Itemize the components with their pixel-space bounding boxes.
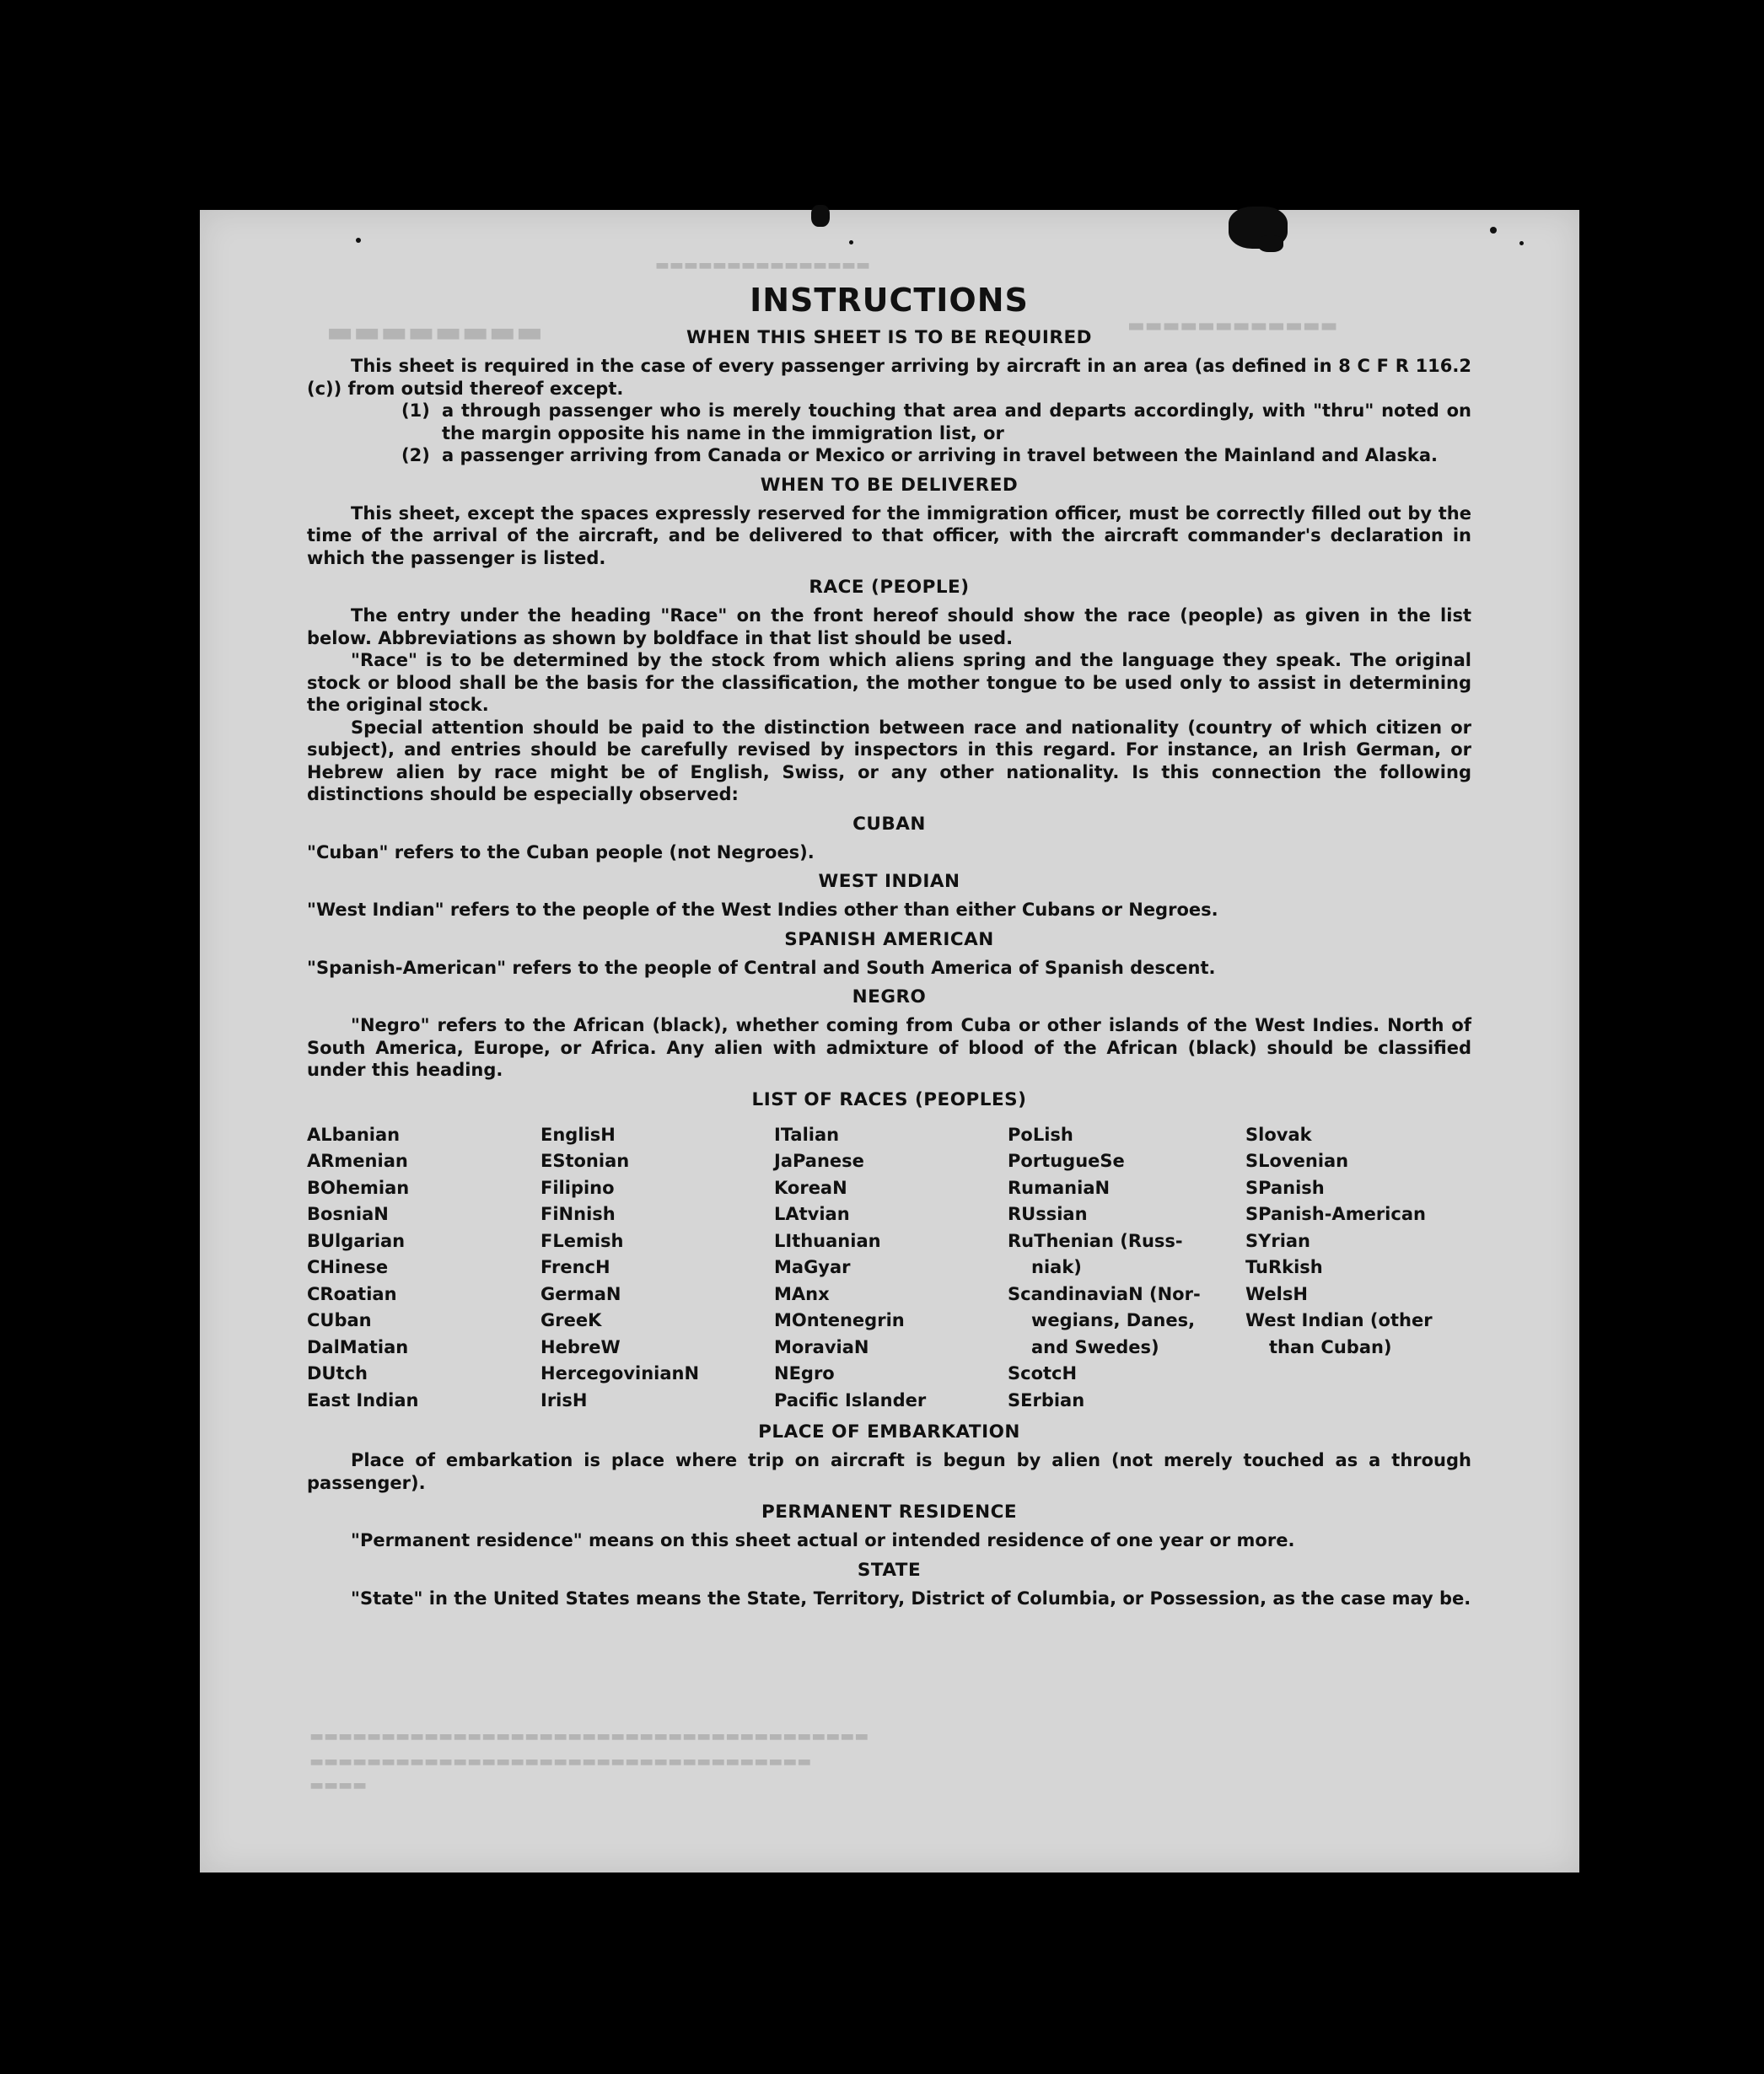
race-entry: LIthuanian [774, 1230, 881, 1251]
race-entry: MAnx [774, 1283, 830, 1304]
race-entry: EStonian [540, 1151, 630, 1171]
race-entry: wegians, Danes, [1031, 1310, 1196, 1330]
races-column [774, 1122, 1008, 1415]
heading-spanish-american: SPANISH AMERICAN [784, 928, 994, 950]
bleed-through-mark: ▬▬▬▬▬▬▬▬▬▬▬▬ [1127, 315, 1338, 336]
race-entry: MOntenegrin [774, 1310, 905, 1330]
exception-item [307, 400, 1471, 444]
race-entry: MaGyar [774, 1257, 851, 1277]
race-entry: RumaniaN [1008, 1177, 1111, 1198]
race-entry: FiNnish [540, 1204, 616, 1224]
race-entry: MoraviaN [774, 1336, 869, 1357]
race-entry: KoreaN [774, 1177, 847, 1198]
heading-negro: NEGRO [852, 986, 927, 1007]
instructions-body [307, 281, 1471, 1609]
race-entry: WelsH [1245, 1283, 1308, 1304]
races-list [307, 1122, 1471, 1415]
race-entry: HercegovinianN [540, 1363, 700, 1384]
races-column [1008, 1122, 1245, 1415]
race-entry: CHinese [307, 1257, 389, 1277]
race-paragraph: "Race" is to be determined by the stock from which aliens spring and the language they speak. The original stock or blood shall be the basis for the classification, the mother tongue to be used only to assist in determining the original stock. [307, 650, 1471, 715]
race-entry: PortugueSe [1008, 1151, 1125, 1171]
spanish-american-text: "Spanish-American" refers to the people of Central and South America of Spanish descent. [307, 957, 1216, 978]
race-entry: RUssian [1008, 1204, 1088, 1224]
race-entry: FLemish [540, 1230, 624, 1251]
exception-text: a through passenger who is merely touching that area and departs accordingly, with "thru" noted on the margin opposite his name in the immigration list, or [442, 400, 1471, 443]
heading-list-of-races: LIST OF RACES (PEOPLES) [751, 1088, 1027, 1110]
race-entry: Pacific Islander [774, 1389, 927, 1410]
exception-text: a passenger arriving from Canada or Mexico or arriving in travel between the Mainland and Alaska. [442, 445, 1438, 465]
race-entry: SYrian [1245, 1230, 1311, 1251]
exception-number: (1) [401, 400, 430, 421]
race-entry: RuThenian (Russ- [1008, 1230, 1183, 1251]
heading-cuban: CUBAN [852, 813, 926, 835]
heading-when-required: WHEN THIS SHEET IS TO BE REQUIRED [686, 327, 1093, 348]
heading-when-delivered: WHEN TO BE DELIVERED [760, 474, 1019, 496]
race-entry: ITalian [774, 1124, 840, 1145]
race-entry: NEgro [774, 1363, 835, 1384]
races-column [307, 1122, 540, 1415]
speck-mark [849, 240, 853, 244]
bleed-through-mark: ▬▬▬▬▬▬▬▬▬▬▬▬▬▬▬▬▬▬▬▬▬▬▬▬▬▬▬▬▬▬▬▬▬▬▬▬▬▬▬ [309, 1727, 869, 1745]
race-entry: ScotcH [1008, 1363, 1078, 1384]
when-required-intro: This sheet is required in the case of every passenger arriving by aircraft in an area (as defined in 8 C F R 116.2 (c)) from outsid thereof except. [307, 356, 1471, 399]
bleed-through-mark: ▬▬▬▬▬▬▬▬ [326, 315, 543, 349]
race-entry: CUban [307, 1310, 372, 1330]
tear-mark [811, 205, 830, 227]
race-entry: than Cuban) [1269, 1336, 1392, 1357]
race-entry: East Indian [307, 1389, 419, 1410]
race-entry: CRoatian [307, 1283, 397, 1304]
races-column [540, 1122, 774, 1415]
west-indian-text: "West Indian" refers to the people of the West Indies other than either Cubans or Negroes. [307, 900, 1218, 920]
race-entry: BosniaN [307, 1204, 389, 1224]
heading-race: RACE (PEOPLE) [809, 577, 970, 598]
document-title: INSTRUCTIONS [750, 282, 1029, 319]
race-paragraph: The entry under the heading "Race" on the front hereof should show the race (people) as given in the list below. Abbreviations as shown by boldface in that list should be used. [307, 605, 1471, 648]
exception-item [307, 444, 1471, 467]
race-entry: PoLish [1008, 1124, 1073, 1145]
race-entry: HebreW [540, 1336, 621, 1357]
race-entry: Filipino [540, 1177, 615, 1198]
speck-mark [1519, 241, 1524, 245]
race-entry: BOhemian [307, 1177, 410, 1198]
race-entry: niak) [1031, 1257, 1082, 1277]
speck-mark [356, 238, 361, 243]
race-entry: DalMatian [307, 1336, 409, 1357]
race-entry: JaPanese [774, 1151, 864, 1171]
race-entry: BUlgarian [307, 1230, 406, 1251]
bleed-through-mark: ▬▬▬▬ [309, 1776, 368, 1794]
heading-west-indian: WEST INDIAN [818, 871, 960, 892]
when-delivered-text: This sheet, except the spaces expressly reserved for the immigration officer, must be correctly filled out by the time of the arrival of the aircraft, and be delivered to that officer, with the aircraft commander's declaration in which the passenger is listed. [307, 502, 1471, 568]
race-paragraph: Special attention should be paid to the distinction between race and nationality (country of which citizen or subject), and entries should be carefully revised by inspectors in this regard. For instance, an Irish German, or Hebrew alien by race might be of English, Swiss, or any other nationality. Is this connection the following distinctions should be especially observed: [307, 717, 1471, 804]
race-entry: IrisH [540, 1389, 588, 1410]
race-entry: SErbian [1008, 1389, 1085, 1410]
document-page [200, 210, 1579, 1873]
heading-state: STATE [857, 1559, 922, 1581]
race-entry: ALbanian [307, 1124, 401, 1145]
race-entry: ARmenian [307, 1151, 408, 1171]
cuban-text: "Cuban" refers to the Cuban people (not Negroes). [307, 841, 815, 862]
race-entry: West Indian (other [1245, 1310, 1433, 1330]
race-entry: SPanish-American [1245, 1204, 1426, 1224]
bleed-through-mark: ▬▬▬▬▬▬▬▬▬▬▬▬▬▬▬ [655, 256, 871, 274]
race-entry: TuRkish [1245, 1257, 1323, 1277]
race-entry: SPanish [1245, 1177, 1325, 1198]
speck-mark [1490, 227, 1497, 234]
race-entry: FrencH [540, 1257, 610, 1277]
race-entry: LAtvian [774, 1204, 850, 1224]
permanent-residence-text: "Permanent residence" means on this sheet actual or intended residence of one year or more. [351, 1530, 1295, 1550]
heading-embarkation: PLACE OF EMBARKATION [758, 1421, 1020, 1443]
race-entry: and Swedes) [1031, 1336, 1159, 1357]
race-entry: DUtch [307, 1363, 368, 1384]
embarkation-text: Place of embarkation is place where trip on aircraft is begun by alien (not merely touched as a through passenger). [307, 1450, 1471, 1493]
race-entry: GreeK [540, 1310, 602, 1330]
race-entry: EnglisH [540, 1124, 616, 1145]
state-text: "State" in the United States means the State, Territory, District of Columbia, or Possession, as the case may be. [351, 1588, 1471, 1609]
bleed-through-mark: ▬▬▬▬▬▬▬▬▬▬▬▬▬▬▬▬▬▬▬▬▬▬▬▬▬▬▬▬▬▬▬▬▬▬▬ [309, 1753, 812, 1770]
races-column [1245, 1122, 1471, 1415]
heading-permanent-residence: PERMANENT RESIDENCE [761, 1502, 1018, 1523]
race-entry: ScandinaviaN (Nor- [1008, 1283, 1201, 1304]
exception-number: (2) [401, 445, 430, 465]
negro-text: "Negro" refers to the African (black), whether coming from Cuba or other islands of the West Indies. North of South America, Europe, or Africa. Any alien with admixture of blood of the African (black) should be classified under this heading. [307, 1015, 1471, 1080]
race-entry: SLovenian [1245, 1151, 1349, 1171]
race-entry: Slovak [1245, 1124, 1312, 1145]
race-entry: GermaN [540, 1283, 621, 1304]
tear-mark [1258, 235, 1283, 252]
